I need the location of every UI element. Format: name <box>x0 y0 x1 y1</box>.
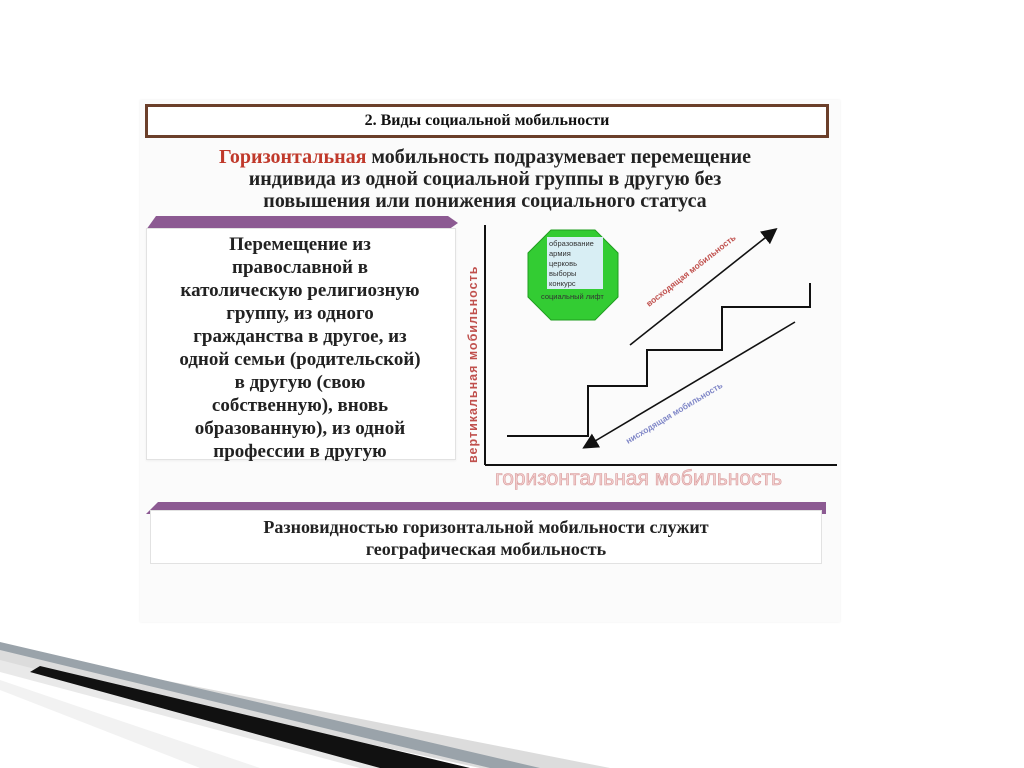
intro-paragraph <box>160 146 810 212</box>
examples-line: профессии в другую <box>213 441 387 462</box>
examples-line: собственную), вновь <box>211 395 389 416</box>
examples-line: образованную), из одной <box>194 418 406 439</box>
intro-line-2: индивида из одной социальной группы в другую без <box>248 168 722 190</box>
elevator-item: армия <box>549 249 571 258</box>
x-axis-label: горизонтальная мобильность <box>495 467 783 490</box>
slide-title-text: 2. Виды социальной мобильности <box>364 112 610 129</box>
upward-arrow <box>630 230 775 345</box>
elevator-item: конкурс <box>549 279 576 288</box>
y-axis-label: вертикальная мобильность <box>466 265 480 463</box>
slide-title <box>145 104 829 138</box>
downward-arrow <box>585 322 795 447</box>
examples-line: католическую религиозную <box>180 280 420 301</box>
examples-line: группу, из одного <box>226 303 374 324</box>
examples-text <box>150 233 450 463</box>
elevator-item: выборы <box>549 269 577 278</box>
mobility-diagram <box>455 215 845 495</box>
examples-line: гражданства в другое, из <box>193 326 407 347</box>
intro-accent-word: Горизонтальная <box>218 146 367 168</box>
intro-line-1-rest: мобильность подразумевает перемещение <box>366 146 752 168</box>
elevator-item: образование <box>549 239 594 248</box>
examples-line: православной в <box>232 257 368 278</box>
examples-line: одной семьи (родительской) <box>179 349 421 370</box>
downward-arrow-label: нисходящая мобильность <box>623 379 725 446</box>
examples-line: в другую (свою <box>234 372 366 393</box>
decorative-stripes <box>0 620 1024 768</box>
elevator-caption: социальный лифт <box>541 292 604 301</box>
examples-line: Перемещение из <box>229 234 371 255</box>
geographic-line-1: Разновидностью горизонтальной мобильности служит <box>263 517 709 537</box>
elevator-item: церковь <box>549 259 577 268</box>
geographic-text <box>150 516 822 560</box>
intro-line-3: повышения или понижения социального статуса <box>263 190 707 212</box>
social-elevator-octagon <box>528 230 618 320</box>
geographic-line-2: географическая мобильность <box>365 539 607 559</box>
intro-line-1 <box>160 146 810 168</box>
upward-arrow-label: восходящая мобильность <box>644 232 738 309</box>
